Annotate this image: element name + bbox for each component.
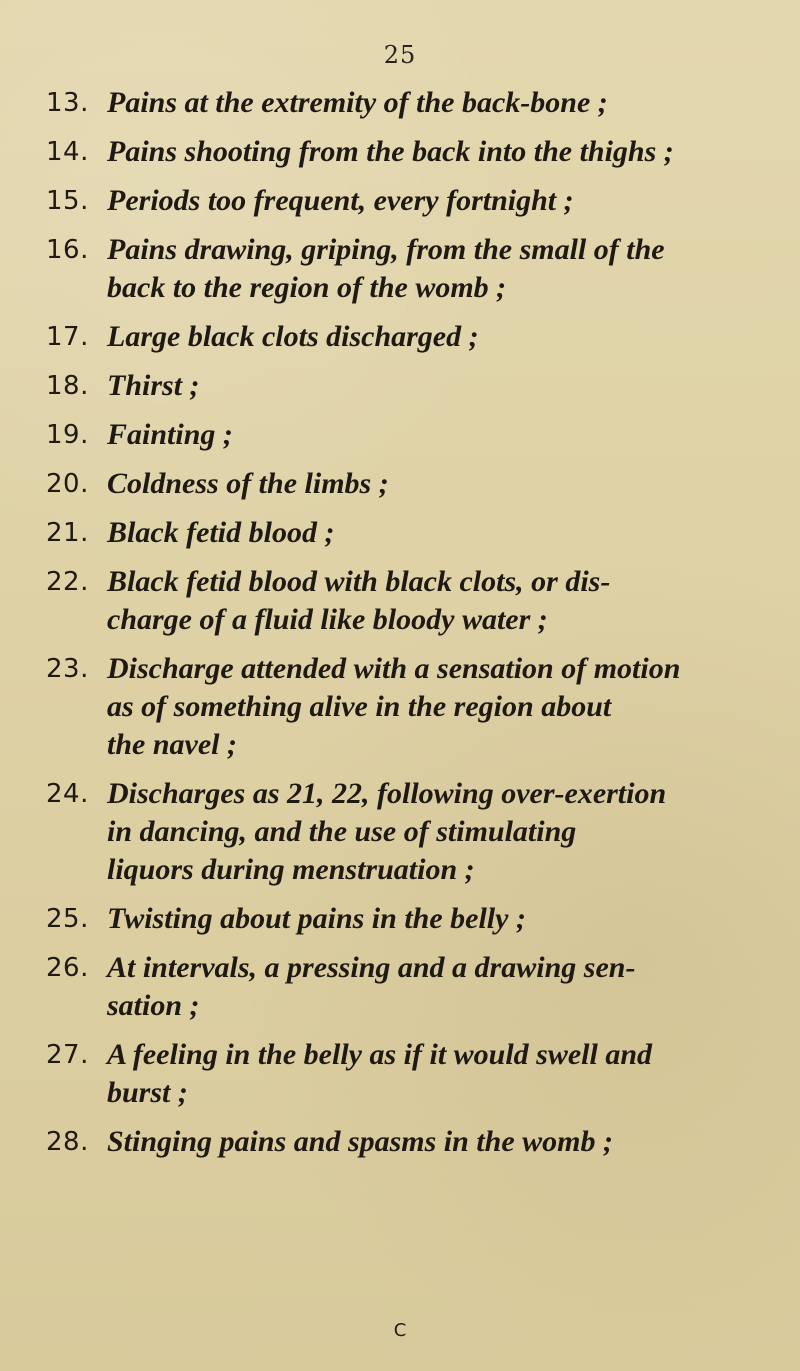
list-item [46,367,756,405]
entry-text: Fainting ; [107,418,233,451]
entry-text: Coldness of the limbs ; [107,467,389,500]
entry-text: Thirst ; [107,369,200,402]
entry-text: Twisting about pains in the belly ; [107,902,526,935]
entry-number: 16. [46,235,89,265]
entry-text: Pains shooting from the back into the thighs ; [107,135,674,168]
entry-number: 13. [46,88,89,118]
entry-number: 20. [46,469,89,499]
entry-number: 17. [46,322,89,352]
list-item [46,949,756,1025]
entry-number: 18. [46,371,89,401]
list-item [46,514,756,552]
entry-number: 15. [46,186,89,216]
entry-text: Black fetid blood with black clots, or dis- charge of a fluid like bloody water ; [107,565,611,636]
entry-text: A feeling in the belly as if it would swell and burst ; [107,1038,653,1109]
entry-text: At intervals, a pressing and a drawing sen- sation ; [107,951,636,1022]
list-item [46,182,756,220]
entry-number: 24. [46,779,89,809]
entry-text: Discharge attended with a sensation of motion as of something alive in the region about the navel ; [107,652,681,761]
list-item [46,465,756,503]
list-item [46,231,756,307]
list-item [46,416,756,454]
entry-text: Black fetid blood ; [107,516,335,549]
entry-text: Large black clots discharged ; [107,320,479,353]
entry-number: 19. [46,420,89,450]
list-item [46,133,756,171]
entry-number: 21. [46,518,89,548]
entry-text: Periods too frequent, every fortnight ; [107,184,574,217]
entry-text: Stinging pains and spasms in the womb ; [107,1125,613,1158]
entry-number: 27. [46,1040,89,1070]
entry-text: Discharges as 21, 22, following over-exertion in dancing, and the use of stimulating liquors during menstruation ; [107,777,667,886]
entry-number: 28. [46,1127,89,1157]
list-item [46,563,756,639]
list-item [46,650,756,764]
entry-number: 22. [46,567,89,597]
list-item [46,318,756,356]
list-item [46,1123,756,1161]
list-item [46,84,756,122]
entry-number: 14. [46,137,89,167]
entry-number: 25. [46,904,89,934]
entry-number: 23. [46,654,89,684]
list-item [46,900,756,938]
list-item [46,1036,756,1112]
entry-number: 26. [46,953,89,983]
entry-text: Pains drawing, griping, from the small of the back to the region of the womb ; [107,233,665,304]
entry-text: Pains at the extremity of the back-bone ; [107,86,608,119]
entry-list [46,84,756,1172]
list-item [46,775,756,889]
page-number: 25 [383,41,417,69]
signature-mark: C [393,1320,407,1341]
